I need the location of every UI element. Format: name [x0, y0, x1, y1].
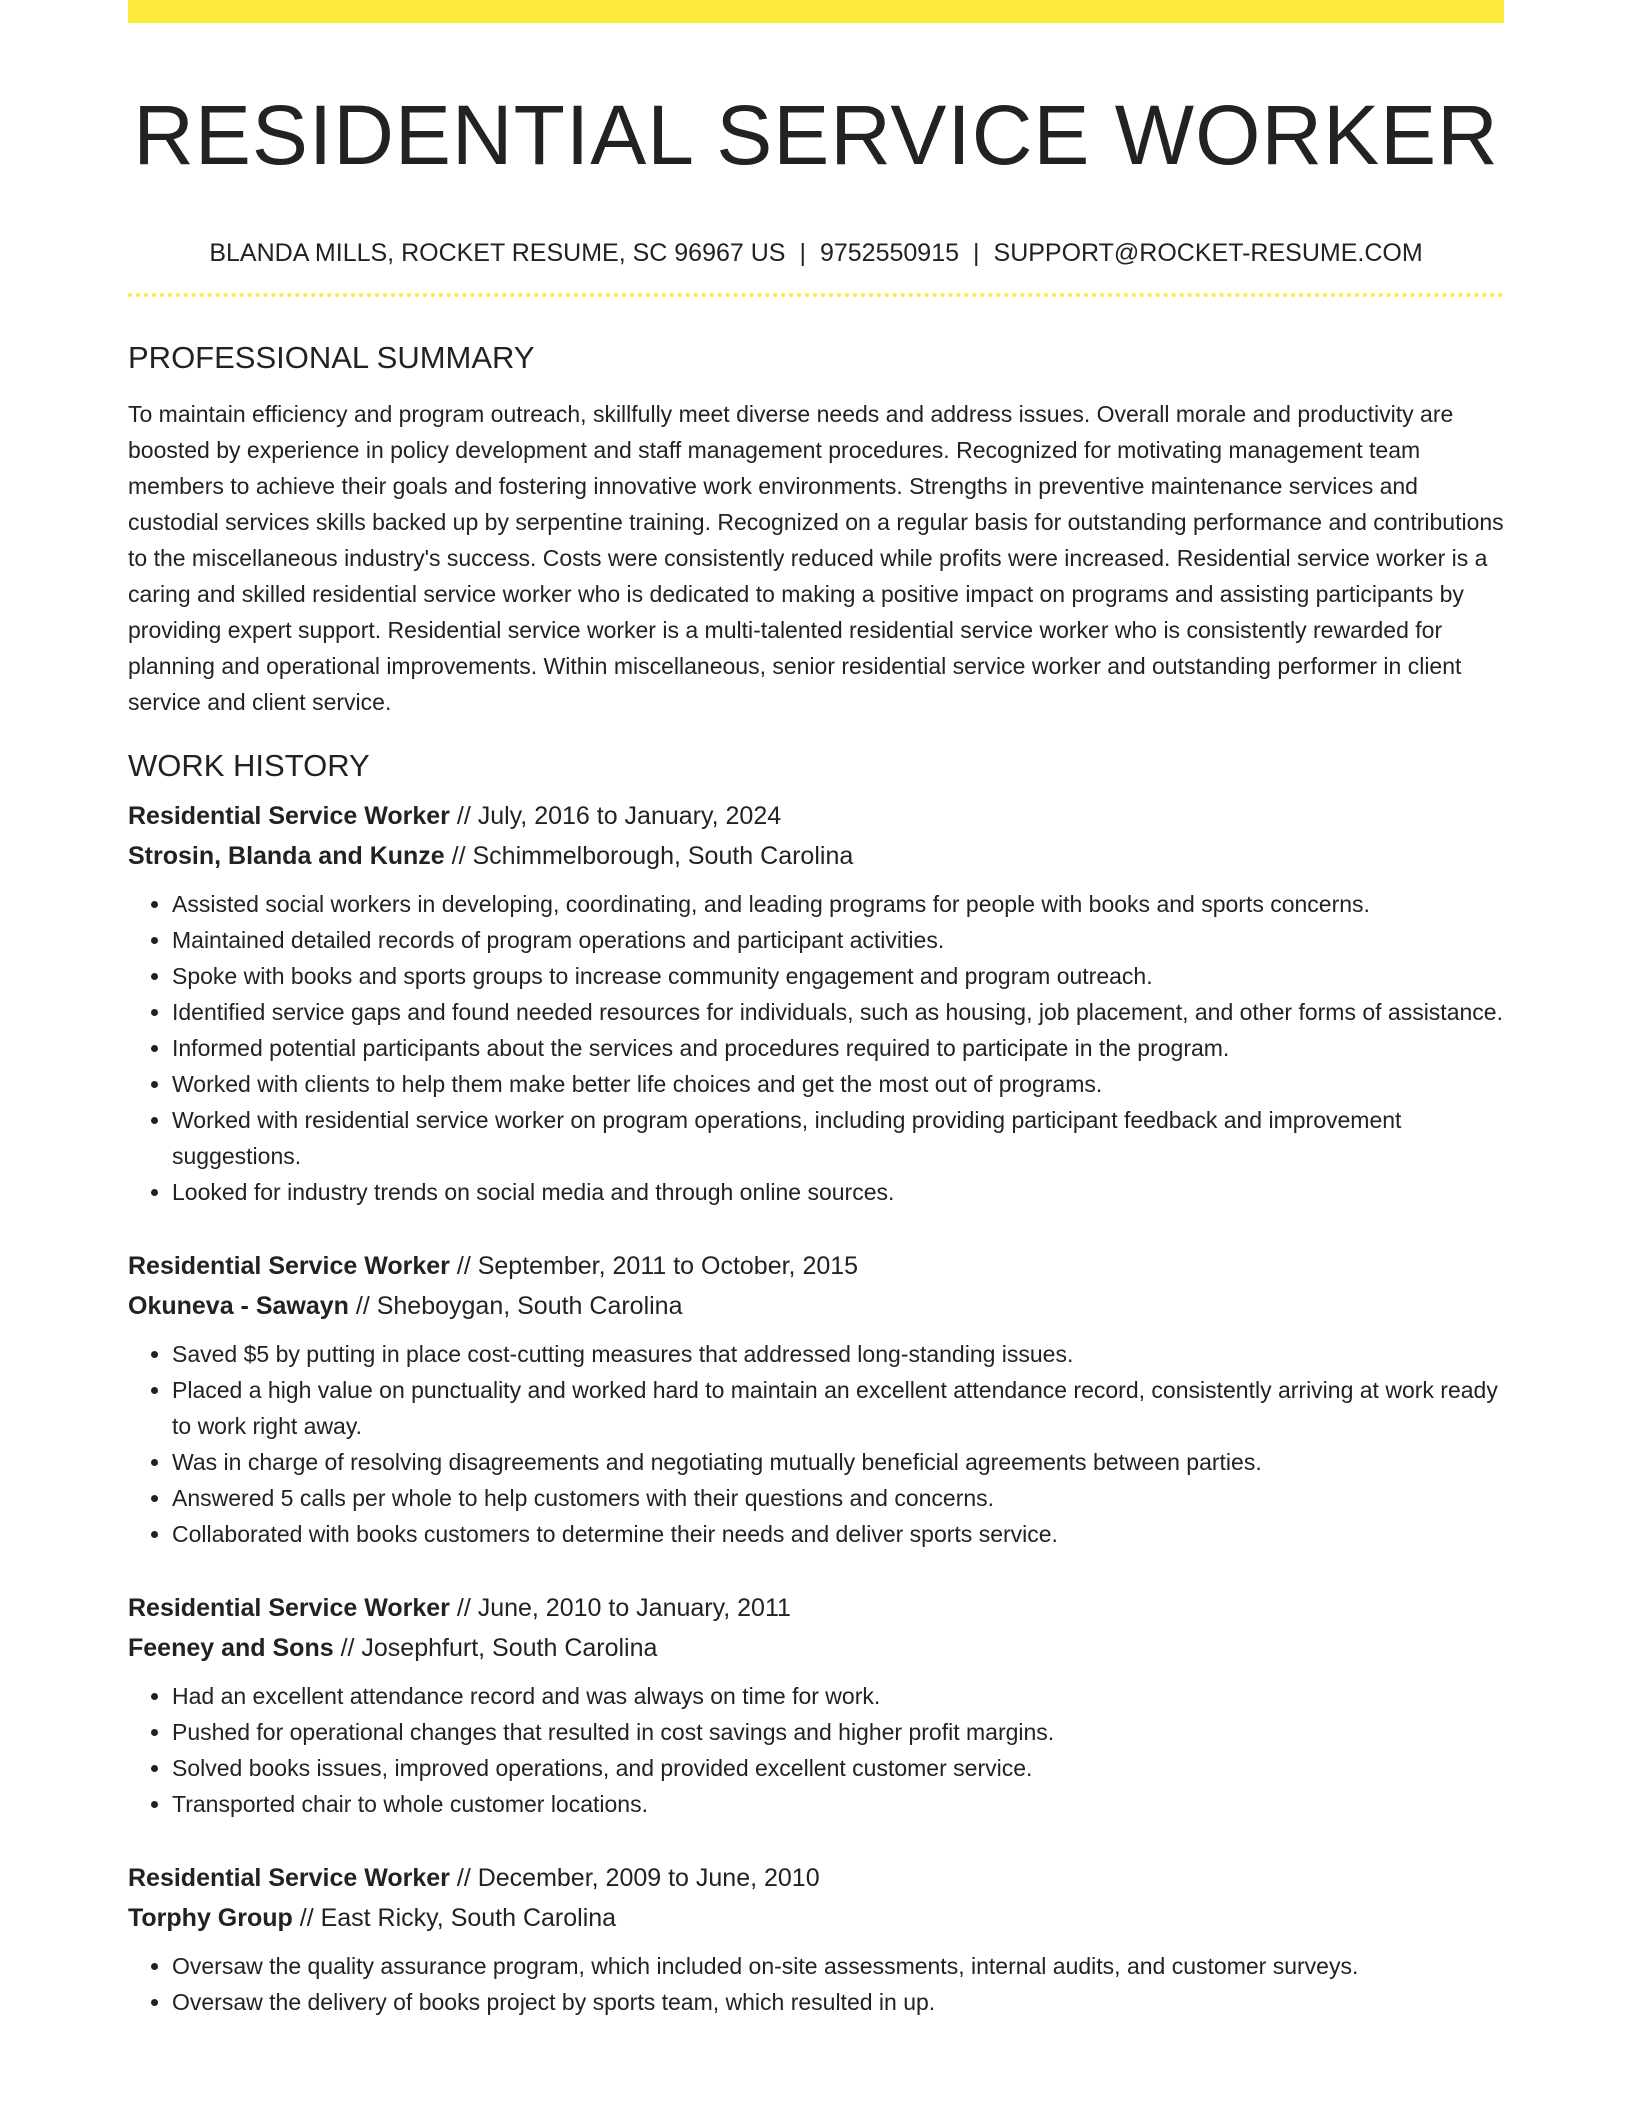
- contact-phone: 9752550915: [819, 239, 960, 267]
- accent-bar: [128, 0, 1504, 23]
- job-title: Residential Service Worker: [128, 1594, 450, 1622]
- job-dates: // September, 2011 to October, 2015: [449, 1252, 859, 1280]
- job-bullet: • Pushed for operational changes that resulted in cost savings and higher profit margins.: [172, 1714, 1504, 1750]
- job-bullet: • Saved $5 by putting in place cost-cutting measures that addressed long-standing issues.: [172, 1336, 1504, 1372]
- job-title: Residential Service Worker: [128, 1252, 450, 1280]
- job-company: Feeney and Sons: [128, 1634, 334, 1662]
- job-bullets: [128, 1948, 1504, 2020]
- job-title: Residential Service Worker: [128, 802, 450, 830]
- job-company-line: [128, 836, 1504, 876]
- job-bullet: • Maintained detailed records of program operations and participant activities.: [172, 922, 1504, 958]
- job-bullet: • Worked with clients to help them make better life choices and get the most out of programs.: [172, 1066, 1504, 1102]
- job-bullet: • Placed a high value on punctuality and worked hard to maintain an excellent attendance record, consistently arriving at work ready to work right away.: [172, 1372, 1504, 1444]
- job-dates: // June, 2010 to January, 2011: [449, 1594, 791, 1622]
- job-bullet: • Spoke with books and sports groups to increase community engagement and program outreach.: [172, 958, 1504, 994]
- job-bullet: • Had an excellent attendance record and was always on time for work.: [172, 1678, 1504, 1714]
- job-bullet: • Oversaw the quality assurance program, which included on-site assessments, internal audits, and customer surveys.: [172, 1948, 1504, 1984]
- resume-title: RESIDENTIAL SERVICE WORKER: [133, 88, 1499, 182]
- job-title: Residential Service Worker: [128, 1864, 450, 1892]
- resume-page: [128, 0, 1504, 2020]
- job-bullets: [128, 886, 1504, 1210]
- work-history-list: [128, 796, 1504, 2020]
- job-bullet: • Solved books issues, improved operations, and provided excellent customer service.: [172, 1750, 1504, 1786]
- contact-email: SUPPORT@ROCKET-RESUME.COM: [993, 239, 1423, 267]
- summary-text: To maintain efficiency and program outreach, skillfully meet diverse needs and address issues. Overall morale and productivity are boosted by experience in policy development and staff management procedures. Recognized for motivating management team members to achieve their goals and fostering innovative work environments. Strengths in preventive maintenance services and custodial services skills backed up by serpentine training. Recognized on a regular basis for outstanding performance and contributions to the miscellaneous industry's success. Costs were consistently reduced while profits were increased. Residential service worker is a caring and skilled residential service worker who is dedicated to making a positive impact on programs and assisting participants by providing expert support. Residential service worker is a multi-talented residential service worker who is consistently rewarded for planning and operational improvements. Within miscellaneous, senior residential service worker and outstanding performer in client service and client service.: [128, 401, 1504, 715]
- job-company-line: [128, 1286, 1504, 1326]
- job-title-line: [128, 1246, 1504, 1286]
- job-entry: [128, 1246, 1504, 1552]
- job-company-line: [128, 1628, 1504, 1668]
- job-dates: // July, 2016 to January, 2024: [449, 802, 782, 830]
- job-location: // Josephfurt, South Carolina: [333, 1634, 658, 1662]
- job-bullet: • Assisted social workers in developing, coordinating, and leading programs for people with books and sports concerns.: [172, 886, 1504, 922]
- job-company-line: [128, 1898, 1504, 1938]
- job-bullets: [128, 1336, 1504, 1552]
- job-title-line: [128, 796, 1504, 836]
- job-bullet: • Transported chair to whole customer locations.: [172, 1786, 1504, 1822]
- job-bullet: • Informed potential participants about the services and procedures required to participate in the program.: [172, 1030, 1504, 1066]
- job-company: Okuneva - Sawayn: [128, 1292, 349, 1320]
- job-bullet: • Was in charge of resolving disagreements and negotiating mutually beneficial agreements between parties.: [172, 1444, 1504, 1480]
- job-title-line: [128, 1858, 1504, 1898]
- job-entry: [128, 1858, 1504, 2020]
- contact-address: BLANDA MILLS, ROCKET RESUME, SC 96967 US: [209, 239, 786, 267]
- job-title-line: [128, 1588, 1504, 1628]
- job-company: Torphy Group: [128, 1904, 293, 1932]
- job-dates: // December, 2009 to June, 2010: [449, 1864, 820, 1892]
- job-company: Strosin, Blanda and Kunze: [128, 842, 445, 870]
- contact-separator: |: [973, 239, 980, 267]
- job-bullet: • Answered 5 calls per whole to help customers with their questions and concerns.: [172, 1480, 1504, 1516]
- job-location: // East Ricky, South Carolina: [292, 1904, 617, 1932]
- job-bullet: • Collaborated with books customers to determine their needs and deliver sports service.: [172, 1516, 1504, 1552]
- job-bullets: [128, 1678, 1504, 1822]
- job-entry: [128, 796, 1504, 1210]
- job-location: // Sheboygan, South Carolina: [348, 1292, 683, 1320]
- contact-separator: |: [799, 239, 806, 267]
- job-bullet: • Oversaw the delivery of books project by sports team, which resulted in up.: [172, 1984, 1504, 2020]
- contact-line: [128, 238, 1504, 268]
- dotted-divider: [128, 293, 1504, 297]
- job-entry: [128, 1588, 1504, 1822]
- summary-heading: PROFESSIONAL SUMMARY: [128, 340, 535, 375]
- work-history-heading: WORK HISTORY: [128, 748, 370, 783]
- job-bullet: • Looked for industry trends on social media and through online sources.: [172, 1174, 1504, 1210]
- job-bullet: • Worked with residential service worker on program operations, including providing participant feedback and improvement suggestions.: [172, 1102, 1504, 1174]
- job-location: // Schimmelborough, South Carolina: [444, 842, 854, 870]
- job-bullet: • Identified service gaps and found needed resources for individuals, such as housing, job placement, and other forms of assistance.: [172, 994, 1504, 1030]
